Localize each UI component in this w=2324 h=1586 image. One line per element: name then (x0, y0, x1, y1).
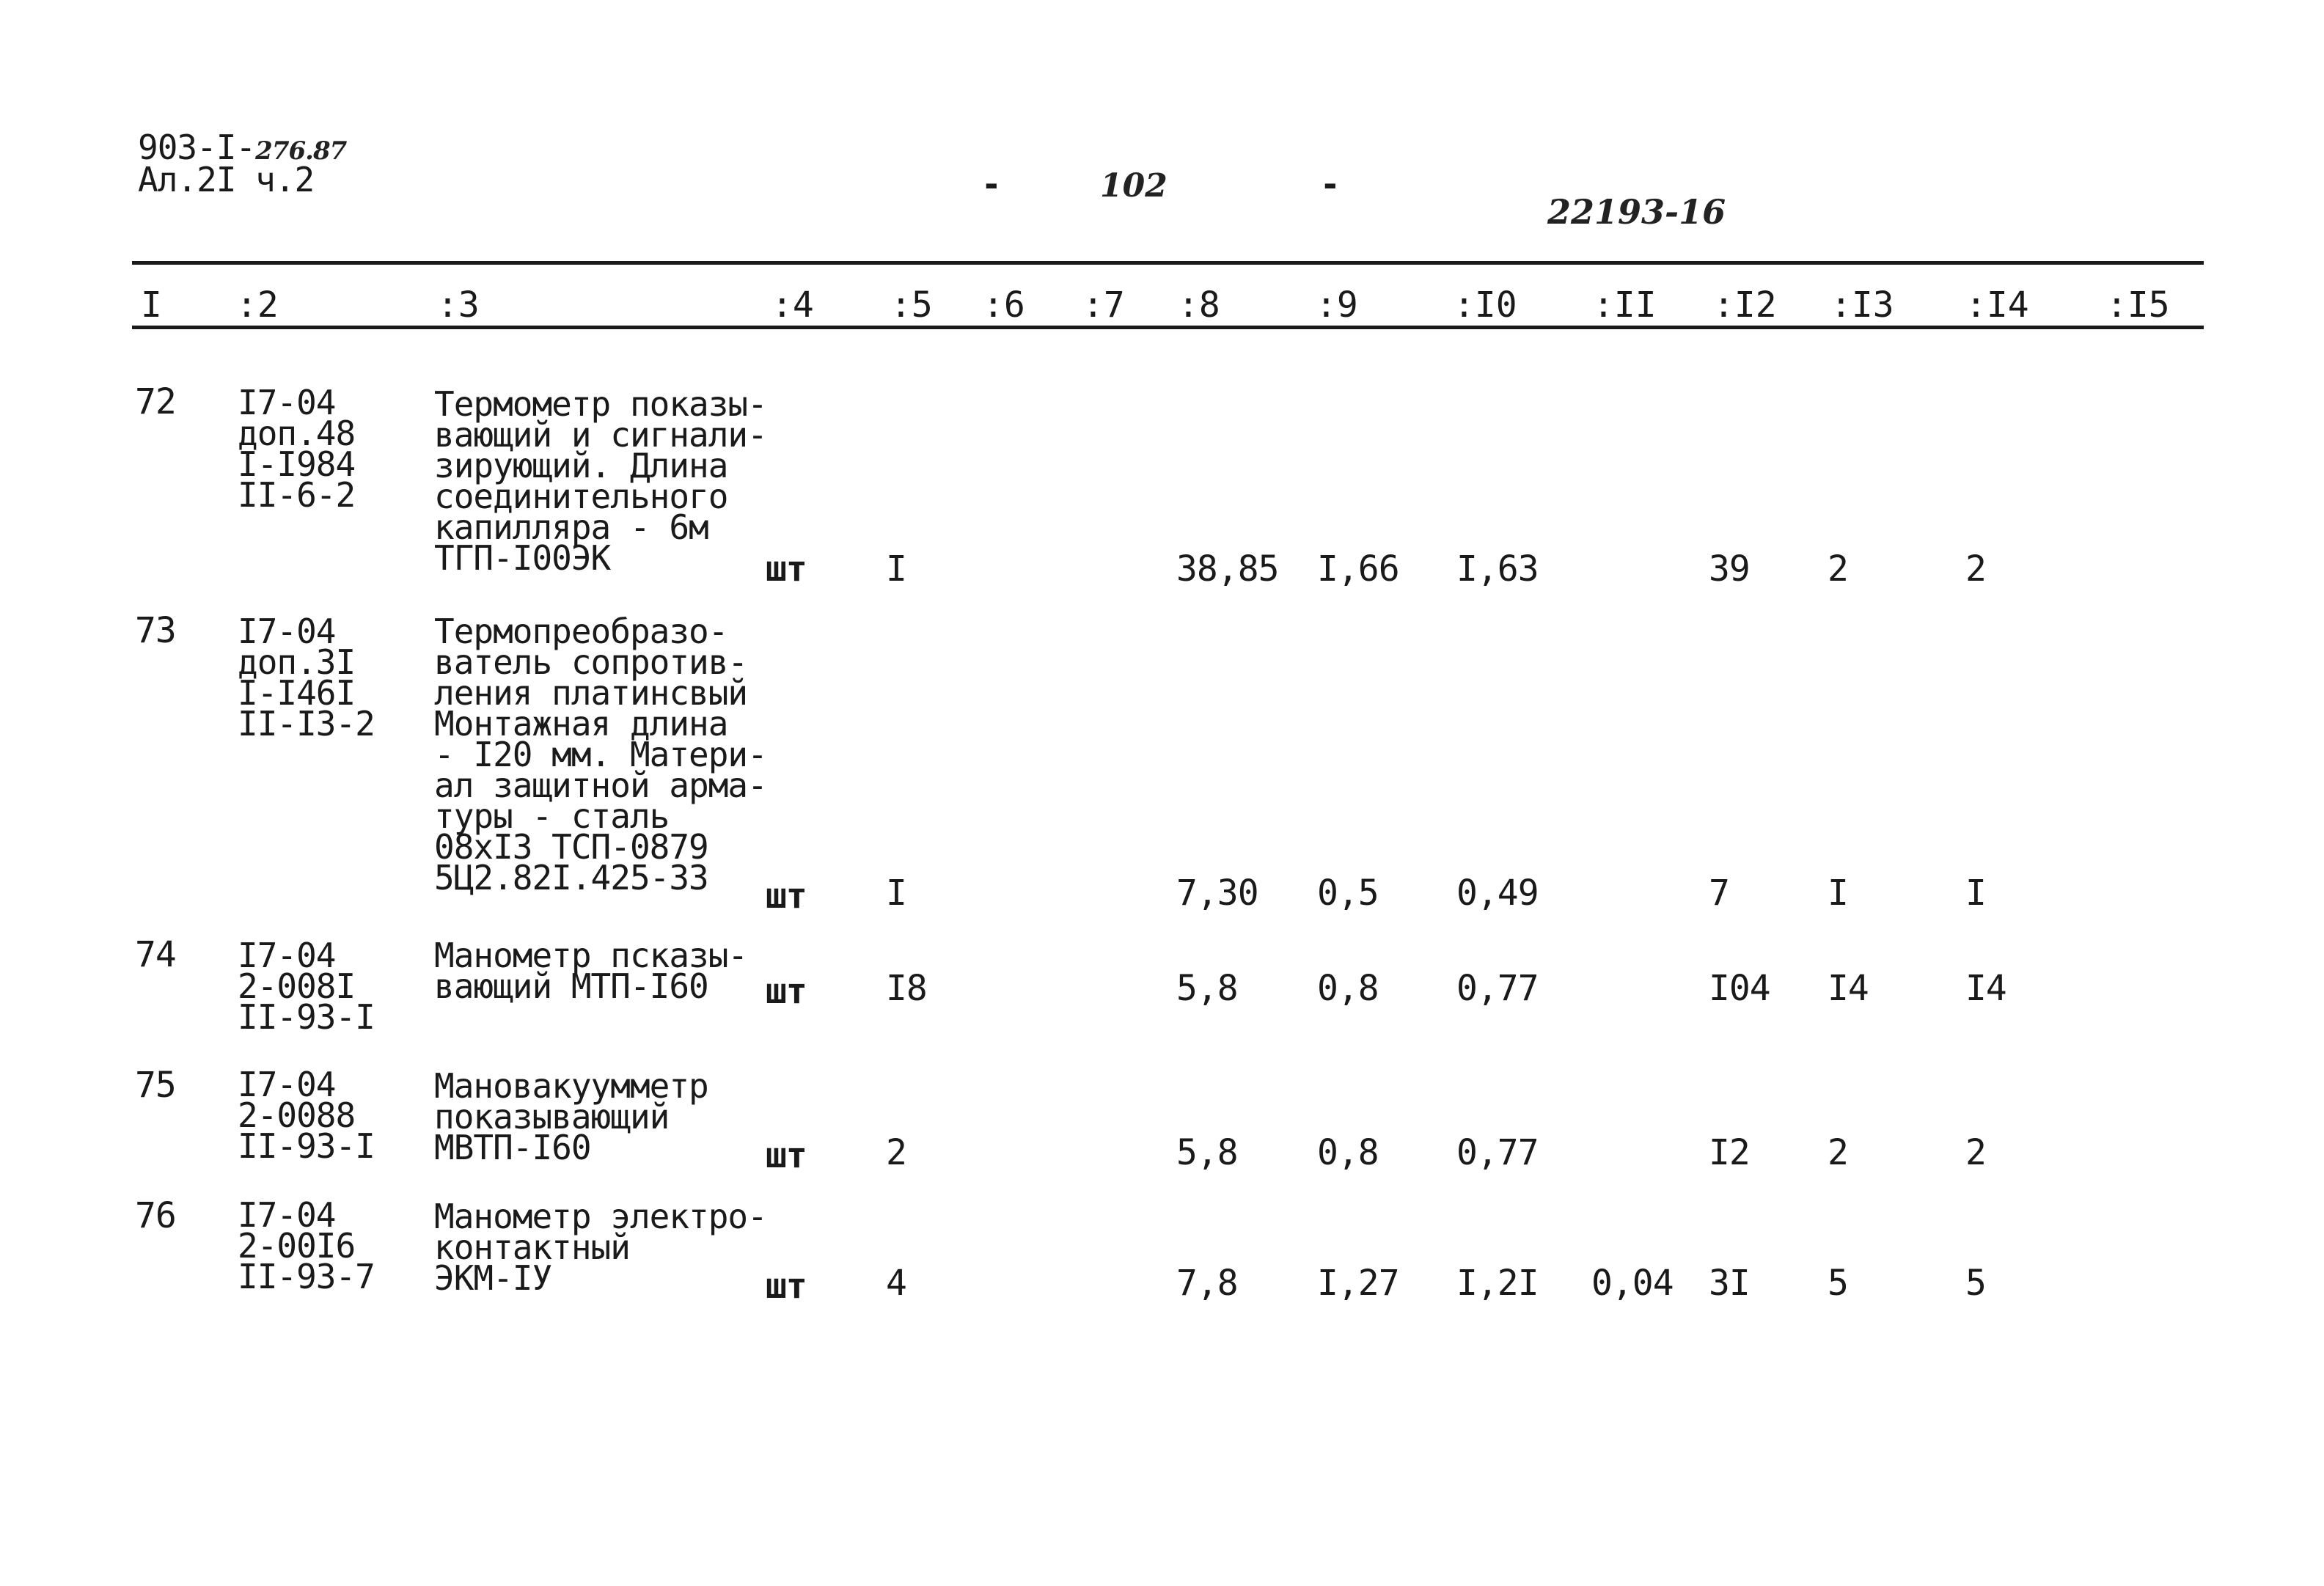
document-code-handwritten: 276.87 (255, 136, 347, 166)
unit: шт (766, 1266, 807, 1307)
quantity: 4 (886, 1263, 906, 1304)
value-col9: I,27 (1317, 1263, 1399, 1304)
item-description: Мановакуумметр показывающий МВТП-I60 (434, 1066, 708, 1167)
column-header-3: :3 (437, 284, 480, 326)
value-col14: I4 (1965, 968, 2006, 1009)
value-col8: 38,85 (1176, 548, 1279, 590)
quantity: I8 (886, 968, 927, 1009)
value-col8: 7,30 (1176, 873, 1258, 914)
value-col11: 0,04 (1591, 1263, 1674, 1304)
value-col8: 7,8 (1176, 1263, 1238, 1304)
value-col9: 0,8 (1317, 1132, 1379, 1173)
column-header-12: :I2 (1713, 284, 1777, 326)
value-col12: 39 (1709, 548, 1750, 590)
page-number-dash-left: - (981, 164, 1001, 204)
column-header-1: I (141, 284, 162, 326)
norm-code: I7-04 доп.48 I-I984 II-6-2 (238, 383, 356, 515)
column-header-7: :7 (1082, 284, 1125, 326)
value-col14: 5 (1965, 1263, 1986, 1304)
row-number: 73 (135, 610, 176, 651)
value-col10: 0,49 (1456, 873, 1539, 914)
norm-code: I7-04 доп.3I I-I46I II-I3-2 (238, 612, 375, 744)
norm-code: I7-04 2-0088 II-93-I (238, 1065, 375, 1166)
archive-number: 22193-16 (1547, 192, 1726, 232)
page-number-dash-right: - (1320, 164, 1340, 204)
table-top-rule (132, 261, 2204, 265)
unit: шт (766, 548, 807, 590)
value-col13: I (1828, 873, 1848, 914)
column-header-14: :I4 (1965, 284, 2029, 326)
column-header-11: :II (1593, 284, 1657, 326)
column-header-15: :I5 (2106, 284, 2170, 326)
quantity: I (886, 548, 906, 590)
unit: шт (766, 875, 807, 917)
document-code-prefix: 903-I- (138, 128, 256, 167)
row-number: 72 (135, 381, 176, 422)
item-description: Термометр показы- вающий и сигнали- зирующий. Длина соединительного капилляра - 6м ТГП-I00ЭК (434, 384, 767, 578)
value-col14: 2 (1965, 1132, 1986, 1173)
value-col13: 2 (1828, 1132, 1848, 1173)
value-col9: I,66 (1317, 548, 1399, 590)
album-label: Ал.2I ч.2 (138, 160, 315, 199)
column-header-10: :I0 (1454, 284, 1517, 326)
value-col9: 0,8 (1317, 968, 1379, 1009)
unit: шт (766, 971, 807, 1012)
row-number: 75 (135, 1065, 176, 1106)
value-col13: 2 (1828, 548, 1848, 590)
row-number: 76 (135, 1195, 176, 1236)
value-col13: I4 (1828, 968, 1869, 1009)
quantity: I (886, 873, 906, 914)
value-col12: I2 (1709, 1132, 1750, 1173)
value-col10: I,63 (1456, 548, 1539, 590)
norm-code: I7-04 2-008I II-93-I (238, 936, 375, 1037)
value-col8: 5,8 (1176, 968, 1238, 1009)
column-header-2: :2 (236, 284, 279, 326)
value-col14: I (1965, 873, 1986, 914)
page-number: 102 (1100, 167, 1168, 205)
column-header-9: :9 (1316, 284, 1358, 326)
item-description: Манометр электро- контактный ЭКМ-IУ (434, 1197, 767, 1298)
value-col8: 5,8 (1176, 1132, 1238, 1173)
item-description: Термопреобразо- ватель сопротив- ления платинсвый Монтажная длина - I20 мм. Матери- ал защитной арма- туры - сталь 08хI3 ТСП-0879 5Ц2.82I.425-33 (434, 612, 767, 897)
value-col12: I04 (1709, 968, 1770, 1009)
value-col13: 5 (1828, 1263, 1848, 1304)
column-header-6: :6 (983, 284, 1025, 326)
quantity: 2 (886, 1132, 906, 1173)
value-col10: I,2I (1456, 1263, 1539, 1304)
norm-code: I7-04 2-00I6 II-93-7 (238, 1195, 375, 1296)
value-col12: 7 (1709, 873, 1729, 914)
value-col12: 3I (1709, 1263, 1750, 1304)
column-header-8: :8 (1178, 284, 1220, 326)
value-col10: 0,77 (1456, 968, 1539, 1009)
column-header-4: :4 (771, 284, 814, 326)
value-col14: 2 (1965, 548, 1986, 590)
column-header-5: :5 (890, 284, 933, 326)
row-number: 74 (135, 934, 176, 975)
value-col9: 0,5 (1317, 873, 1379, 914)
item-description: Манометр псказы- вающий МТП-I60 (434, 936, 748, 1006)
value-col10: 0,77 (1456, 1132, 1539, 1173)
unit: шт (766, 1135, 807, 1176)
column-header-13: :I3 (1830, 284, 1894, 326)
table-header-rule (132, 326, 2204, 329)
